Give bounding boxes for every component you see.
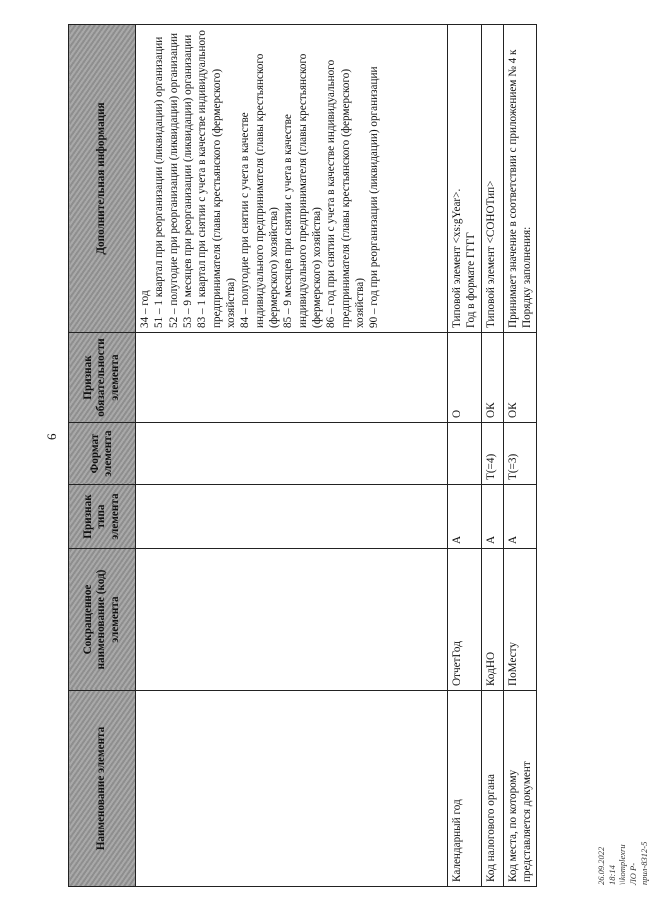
info-line: 86 – год при снятии с учета в качестве индивидуального предпринимателя (главы крестьянского (фермерского) хозяйства) bbox=[325, 59, 366, 328]
cell-info bbox=[503, 25, 537, 333]
page-number: 6 bbox=[44, 433, 59, 440]
elements-table bbox=[68, 24, 537, 887]
cell-name: Код налогового органа bbox=[481, 691, 503, 887]
cell-code: КодНО bbox=[481, 549, 503, 691]
info-line: Принимает значение в соответствии с приложением № 4 к Порядку заполнения: bbox=[506, 49, 533, 328]
header-short-code: Сокращенное наименование (код) элемента bbox=[69, 549, 136, 691]
cell-name: Код места, по которому представляется документ bbox=[503, 691, 537, 887]
info-line: Год в формате ГГГГ bbox=[465, 232, 478, 328]
info-line: Типовой элемент <СОНОТип> bbox=[484, 180, 497, 328]
cell-type: А bbox=[448, 485, 482, 549]
info-line: Типовой элемент <xs:gYear>. bbox=[451, 188, 463, 328]
info-line: 85 – 9 месяцев при снятии с учета в качестве индивидуального предпринимателя (главы крестьянского (фермерского) хозяйства) bbox=[282, 53, 323, 328]
header-format: Формат элемента bbox=[69, 423, 136, 485]
cell-code bbox=[136, 549, 448, 691]
info-line: 90 – год при реорганизации (ликвидации) организации bbox=[368, 66, 381, 328]
table-row bbox=[481, 25, 503, 887]
cell-info bbox=[481, 25, 503, 333]
cell-required: ОК bbox=[503, 333, 537, 423]
cell-name: Календарный год bbox=[448, 691, 482, 887]
info-line: 51 – 1 квартал при реорганизации (ликвидации) организации bbox=[153, 36, 166, 328]
info-line: 34 – год bbox=[139, 290, 151, 328]
cell-format: T(=4) bbox=[481, 423, 503, 485]
header-type: Признак типа элемента bbox=[69, 485, 136, 549]
cell-format bbox=[136, 423, 448, 485]
table-row bbox=[503, 25, 537, 887]
footer-file-path: \\komplexru ЛО Р-прил-8312-5 bbox=[617, 841, 649, 885]
info-line: 83 – 1 квартал при снятии с учета в качестве индивидуального предпринимателя (главы крестьянского (фермерского) хозяйства) bbox=[196, 30, 237, 328]
header-required: Признак обязательности элемента bbox=[69, 333, 136, 423]
cell-required: ОК bbox=[481, 333, 503, 423]
cell-type bbox=[136, 485, 448, 549]
footer-timestamp: 26.09.2022 18:14 bbox=[596, 846, 617, 885]
info-line: 53 – 9 месяцев при реорганизации (ликвидации) организации bbox=[181, 34, 194, 328]
table-row bbox=[448, 25, 482, 887]
table-row bbox=[136, 25, 448, 887]
header-additional-info: Дополнительная информация bbox=[69, 25, 136, 333]
cell-format: T(=3) bbox=[503, 423, 537, 485]
info-line: 52 – полугодие при реорганизации (ликвидации) организации bbox=[167, 33, 180, 328]
cell-type: А bbox=[503, 485, 537, 549]
info-line: 84 – полугодие при снятии с учета в качестве индивидуального предпринимателя (главы крестьянского (фермерского) хозяйства) bbox=[239, 53, 280, 328]
rotated-table-wrapper bbox=[68, 25, 533, 887]
header-element-name: Наименование элемента bbox=[69, 691, 136, 887]
cell-info bbox=[136, 25, 448, 333]
cell-code: ОтчетГод bbox=[448, 549, 482, 691]
cell-format bbox=[448, 423, 482, 485]
cell-required: О bbox=[448, 333, 482, 423]
document-footer bbox=[596, 841, 649, 885]
cell-type: А bbox=[481, 485, 503, 549]
cell-code: ПоМесту bbox=[503, 549, 537, 691]
cell-info bbox=[448, 25, 482, 333]
cell-name bbox=[136, 691, 448, 887]
table-header-row bbox=[69, 25, 136, 887]
cell-required bbox=[136, 333, 448, 423]
